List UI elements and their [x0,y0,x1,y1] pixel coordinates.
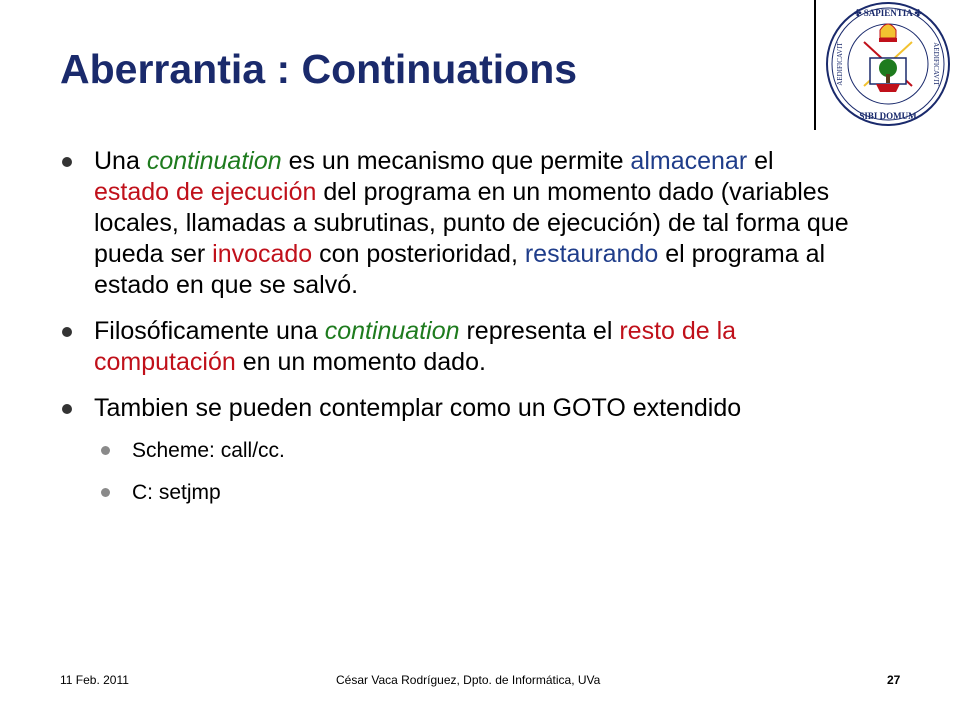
footer-author: César Vaca Rodríguez, Dpto. de Informática, UVa [336,673,601,687]
bullet-definition [60,146,850,301]
svg-text:✤ SAPIENTIA ✤: ✤ SAPIENTIA ✤ [853,8,923,18]
svg-text:AEDIFICAVIT: AEDIFICAVIT [932,42,940,86]
svg-text:SIBI DOMUM: SIBI DOMUM [859,111,917,121]
bullet-text-segment: estado de ejecución [94,178,317,206]
slide-body [60,146,860,523]
bullet-text-segment: del programa en un momento dado (variables locales, llamadas a subrutinas, punto de ejecución) de tal forma que pueda ser [94,178,849,268]
bullet-text-segment: Tambien se pueden contemplar como un GOTO extendido [94,394,742,422]
footer-page-number: 27 [887,673,901,687]
bullet-text-segment: el [747,147,774,175]
bullet-text-segment: es un mecanismo que permite [281,147,631,175]
bullet-text-segment: con posterioridad, [312,240,525,268]
bullet-text-segment: resto de la computación [94,317,737,376]
bullet-text-segment: continuation [324,317,460,345]
bullet-text-segment: continuation [146,147,282,175]
bullet-text-segment: Una [94,147,147,175]
sub-bullet-c: C: setjmp [60,481,860,505]
bullet-text-segment: en un momento dado. [235,348,486,376]
bullet-philosophy [60,316,850,378]
slide-title: Aberrantia : Continuations [60,46,578,92]
bullet-text-segment: Filosóficamente una [94,317,325,345]
bullet-goto [60,393,850,424]
bullet-text-segment: almacenar [630,147,748,175]
header-divider [814,0,816,130]
bullet-text-segment: representa el [459,317,620,345]
university-seal-icon [824,0,952,128]
sub-bullet-scheme: Scheme: call/cc. [60,439,860,463]
svg-text:AEDIFICAVIT: AEDIFICAVIT [836,42,844,86]
bullet-text-segment: el programa al estado en que se salvó. [94,240,826,299]
footer-date: 11 Feb. 2011 [60,673,129,687]
bullet-text-segment: restaurando [524,240,659,268]
bullet-text-segment: invocado [212,240,313,268]
